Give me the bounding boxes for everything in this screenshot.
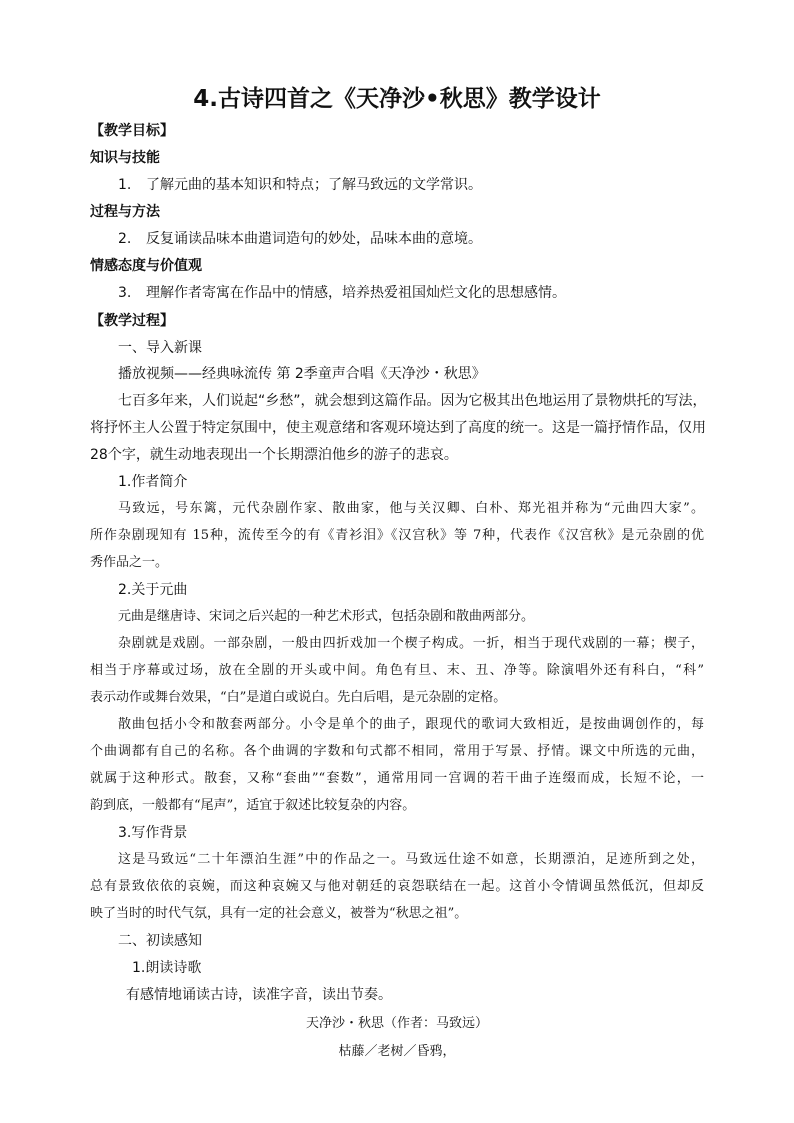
section-2-title: 二、初读感知 bbox=[118, 933, 202, 949]
intro-paragraph-line-1: 七百多年来，人们说起“乡愁”，就会想到这篇作品。因为它极其出色地运用了景物烘托的写法， bbox=[118, 393, 707, 409]
sanqu-line-4: 韵到底，一般都有“尾声”，适宜于叙述比较复杂的内容。 bbox=[90, 798, 416, 813]
video-line: 播放视频——经典咏流传 第 2季童声合唱《天净沙・秋思》 bbox=[118, 366, 486, 382]
goal-item-2-number: 2. bbox=[118, 231, 132, 247]
zaju-line-3: 表示动作或舞台效果，“白”是道白或说白。先白后唱，是元杂剧的定格。 bbox=[90, 690, 507, 705]
reading-instruction: 有感情地诵读古诗，读准字音，读出节奏。 bbox=[126, 987, 392, 1003]
teaching-goals-heading: 【教学目标】 bbox=[90, 123, 174, 139]
author-line-1: 马致远，号东篱，元代杂剧作家、散曲家，他与关汉卿、白朴、郑光祖并称为“元曲四大家”。 bbox=[118, 501, 704, 516]
intro-paragraph-line-3: 28个字，就生动地表现出一个长期漂泊他乡的游子的悲哀。 bbox=[90, 447, 458, 463]
yuanqu-intro-line: 元曲是继唐诗、宋词之后兴起的一种艺术形式，包括杂剧和散曲两部分。 bbox=[118, 609, 535, 624]
goal-item-1-number: 1. bbox=[118, 177, 132, 193]
section-1-title: 一、导入新课 bbox=[118, 340, 202, 356]
background-line-1: 这是马致远“二十年漂泊生涯”中的作品之一。马致远仕途不如意，长期漂泊，足迹所到之处， bbox=[118, 852, 704, 867]
goal-item-3-text: 理解作者寄寓在作品中的情感，培养热爱祖国灿烂文化的思想感情。 bbox=[146, 285, 566, 301]
background-line-3: 映了当时的时代气氛，具有一定的社会意义，被誉为“秋思之祖”。 bbox=[90, 906, 468, 921]
goal-item-2-text: 反复诵读品味本曲遣词造句的妙处，品味本曲的意境。 bbox=[146, 231, 482, 247]
zaju-line-1: 杂剧就是戏剧。一部杂剧，一般由四折戏加一个楔子构成。一折，相当于现代戏剧的一幕；楔子， bbox=[118, 636, 704, 651]
poem-title: 天净沙・秋思（作者：马致远） bbox=[305, 1016, 488, 1031]
goal-item-3-number: 3. bbox=[118, 285, 132, 301]
yuanqu-title: 2.关于元曲 bbox=[118, 582, 188, 598]
document-title: 4.古诗四首之《天净沙•秋思》教学设计 bbox=[193, 86, 601, 112]
sanqu-line-1: 散曲包括小令和散套两部分。小令是单个的曲子，跟现代的歌词大致相近，是按曲调创作的，每 bbox=[118, 717, 704, 732]
background-line-2: 总有景致依依的哀婉，而这种哀婉又与他对朝廷的哀怨联结在一起。这首小令情调虽然低沉，但却反 bbox=[90, 879, 704, 894]
sanqu-line-2: 个曲调都有自己的名称。各个曲调的字数和句式都不相同，常用于写景、抒情。课文中所选的元曲， bbox=[90, 744, 704, 759]
knowledge-skills-heading: 知识与技能 bbox=[90, 150, 160, 166]
author-line-2: 所作杂剧现知有 15种，流传至今的有《青衫泪》《汉宫秋》等 7种，代表作《汉宫秋》是元杂剧的优 bbox=[90, 528, 704, 543]
process-method-heading: 过程与方法 bbox=[90, 204, 160, 220]
poem-line-1: 枯藤／老树／昏鸦， bbox=[338, 1044, 456, 1059]
author-intro-title: 1.作者简介 bbox=[118, 474, 188, 490]
zaju-line-2: 相当于序幕或过场，放在全剧的开头或中间。角色有旦、末、丑、净等。除演唱外还有科白，“科” bbox=[90, 663, 704, 678]
teaching-process-heading: 【教学过程】 bbox=[90, 313, 174, 329]
sanqu-line-3: 就属于这种形式。散套，又称“套曲”“套数”，通常用同一宫调的若干曲子连缀而成，长短不论，一 bbox=[90, 771, 704, 786]
intro-paragraph-line-2: 将抒怀主人公置于特定氛围中，使主观意绪和客观环境达到了高度的统一。这是一篇抒情作品，仅用 bbox=[90, 420, 706, 436]
goal-item-1-text: 了解元曲的基本知识和特点；了解马致远的文学常识。 bbox=[146, 177, 482, 193]
reading-title: 1.朗读诗歌 bbox=[132, 960, 202, 976]
emotion-values-heading: 情感态度与价值观 bbox=[90, 258, 202, 274]
background-title: 3.写作背景 bbox=[118, 825, 188, 841]
author-line-3: 秀作品之一。 bbox=[90, 555, 169, 570]
